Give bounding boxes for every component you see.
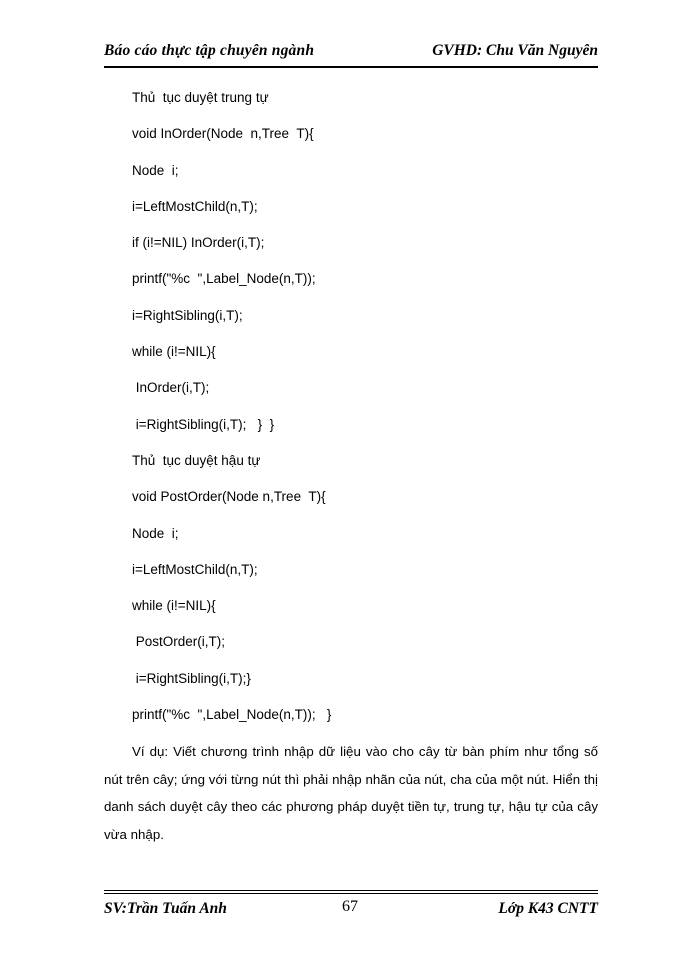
code-listing — [132, 89, 602, 742]
code-line: printf("%c ",Label_Node(n,T)); } — [132, 707, 332, 723]
code-line: i=LeftMostChild(n,T); — [132, 198, 258, 214]
code-line: i=RightSibling(i,T); } } — [132, 416, 275, 432]
code-line: if (i!=NIL) InOrder(i,T); — [132, 235, 265, 251]
footer-student: SV:Trần Tuấn Anh — [104, 900, 227, 917]
code-line: Node i; — [132, 525, 179, 541]
code-line: i=RightSibling(i,T);} — [132, 670, 251, 686]
page-number: 67 — [342, 898, 358, 915]
page-header — [104, 36, 598, 68]
code-line: Node i; — [132, 162, 179, 178]
footer-class: Lớp K43 CNTT — [498, 900, 598, 917]
code-line: printf("%c ",Label_Node(n,T)); — [132, 271, 316, 287]
example-paragraph: Ví dụ: Viết chương trình nhập dữ liệu vào cho cây từ bàn phím như tổng số nút trên cây; ứng với từng nút thì phải nhập nhãn của nút, cha của một nút. Hiển thị danh sách duyệt cây theo các phương pháp duyệt tiền tự, trung tự, hậu tự của cây vừa nhập. — [104, 744, 598, 842]
code-line: PostOrder(i,T); — [132, 634, 226, 650]
page-footer — [104, 898, 598, 922]
footer-divider — [104, 890, 598, 891]
heading-postorder: Thủ tục duyệt hậu tự — [132, 452, 261, 468]
code-line: i=LeftMostChild(n,T); — [132, 561, 258, 577]
heading-inorder: Thủ tục duyệt trung tự — [132, 90, 269, 105]
footer-divider — [104, 893, 598, 894]
code-line: void PostOrder(Node n,Tree T){ — [132, 489, 326, 505]
code-line: i=RightSibling(i,T); — [132, 307, 243, 323]
code-line: InOrder(i,T); — [132, 380, 210, 396]
code-line: while (i!=NIL){ — [132, 598, 216, 614]
header-report-title: Báo cáo thực tập chuyên ngành — [104, 42, 315, 59]
header-advisor: GVHD: Chu Văn Nguyên — [432, 42, 598, 59]
code-line: while (i!=NIL){ — [132, 344, 216, 360]
code-line: void InOrder(Node n,Tree T){ — [132, 126, 314, 142]
